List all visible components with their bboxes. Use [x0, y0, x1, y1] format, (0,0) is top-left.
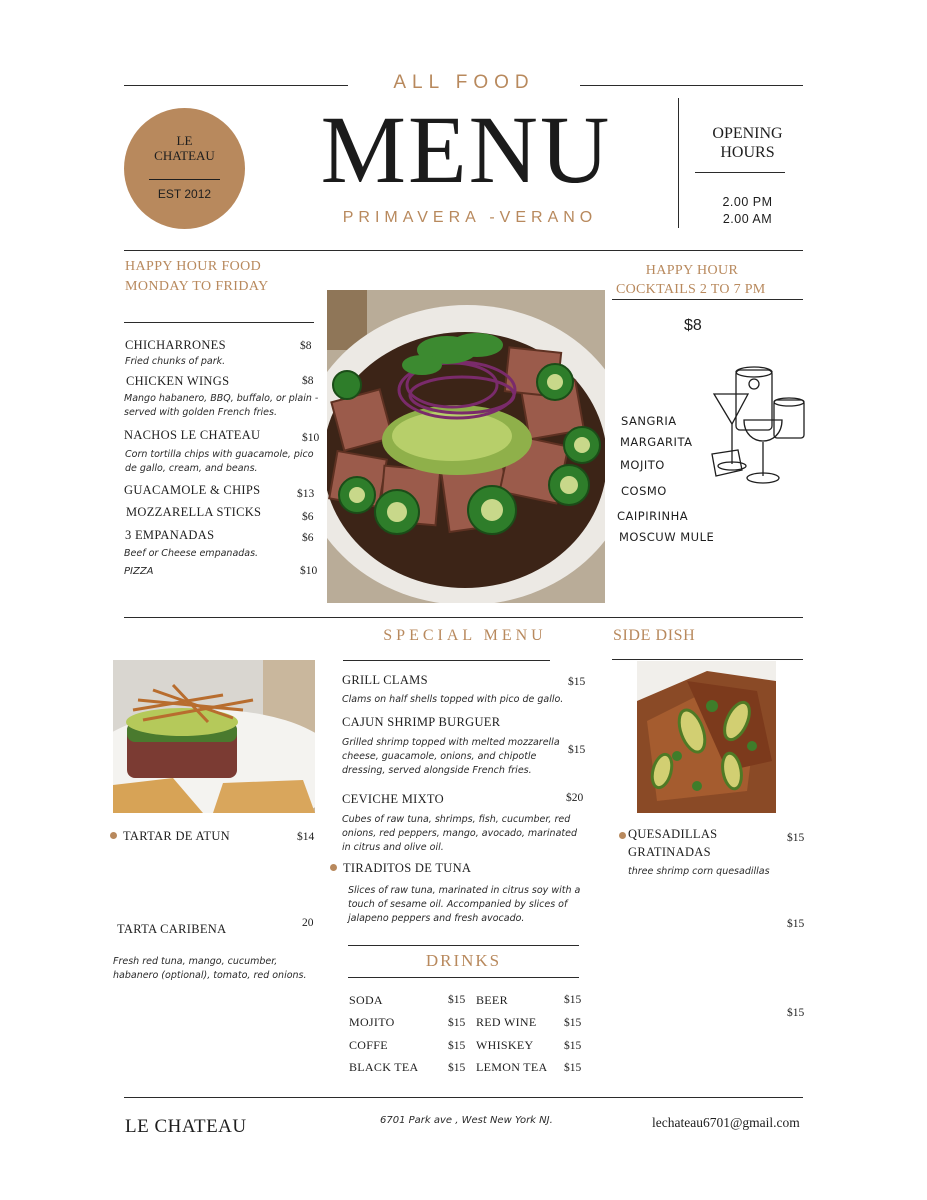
menu-item-desc: Cubes of raw tuna, shrimps, fish, cucumber, red onions, red peppers, mango, avocado, marinated in citrus and olive oil. [342, 814, 577, 853]
menu-item-desc: Slices of raw tuna, marinated in citrus soy with a touch of sesame oil. Accompanied by slices of jalapeno peppers and fresh avocado. [348, 885, 581, 924]
menu-item-desc: Fresh red tuna, mango, cucumber, habanero (optional), tomato, red onions. [113, 956, 307, 981]
menu-item-price: $6 [302, 511, 314, 523]
menu-item-name: GRILL CLAMS [342, 673, 428, 687]
menu-item-desc: Beef or Cheese empanadas. [124, 548, 259, 559]
menu-item-name: CHICKEN WINGS [126, 374, 230, 388]
menu-item-price: $13 [297, 488, 315, 500]
happy-hour-food-rule [124, 322, 314, 323]
menu-item-price: $14 [297, 831, 315, 843]
opening-time-1: 2.00 PM [722, 195, 773, 209]
header-rule-left [124, 85, 348, 86]
drink-name: BLACK TEA [349, 1060, 419, 1074]
side-dish-desc: three shrimp corn quesadillas [628, 866, 770, 877]
menu-item-price: $15 [568, 744, 586, 756]
menu-item-name: CHICHARRONES [125, 338, 226, 352]
happy-hour-food-title-2: MONDAY TO FRIDAY [125, 279, 269, 294]
drink-name: LEMON TEA [476, 1060, 548, 1074]
cocktail-item: SANGRIA [621, 414, 677, 428]
cocktails-rule [612, 299, 803, 300]
menu-item-desc: Fried chunks of park. [125, 356, 226, 367]
drink-name: BEER [476, 993, 508, 1007]
cocktails-price: $8 [684, 317, 702, 334]
header-rule-right [580, 85, 803, 86]
drink-price: $15 [448, 1062, 466, 1074]
season-label: PRIMAVERA -VERANO [342, 209, 598, 226]
header-bottom-rule [124, 250, 803, 251]
menu-item-name: GUACAMOLE & CHIPS [124, 483, 261, 497]
menu-title: MENU [320, 96, 612, 203]
menu-item-desc: Clams on half shells topped with pico de gallo. [342, 694, 564, 705]
menu-item-name: TARTAR DE ATUN [123, 829, 231, 843]
side-dish-rule [612, 659, 803, 660]
logo-line2: CHATEAU [154, 148, 215, 163]
quesadillas-photo [637, 661, 776, 813]
menu-item-price: $8 [302, 375, 314, 387]
opening-title-line2: HOURS [720, 144, 775, 161]
tartar-photo [113, 660, 315, 813]
menu-item-price: $6 [302, 532, 314, 544]
menu-item-name: TARTA CARIBENA [117, 922, 227, 936]
tiradito-photo [327, 290, 605, 603]
footer-address: 6701 Park ave , West New York NJ. [380, 1115, 553, 1126]
drink-name: MOJITO [349, 1015, 395, 1029]
cocktails-title-2: COCKTAILS 2 TO 7 PM [616, 282, 766, 297]
special-menu-rule [343, 660, 550, 661]
drinks-rule-top [348, 945, 579, 946]
side-dish-price: $15 [787, 832, 805, 844]
menu-item-price: 20 [302, 917, 314, 929]
drink-price: $15 [564, 1017, 582, 1029]
menu-item-price: $10 [302, 432, 320, 444]
drink-name: COFFE [349, 1038, 388, 1052]
footer-brand: LE CHATEAU [125, 1116, 247, 1137]
menu-item-price: $20 [566, 792, 584, 804]
cocktail-item: MOSCUW MULE [619, 530, 715, 544]
cocktail-item: MARGARITA [620, 435, 693, 449]
footer-rule [124, 1097, 803, 1098]
cocktail-item: CAIPIRINHA [617, 509, 689, 523]
cocktail-glasses-illustration [708, 364, 808, 492]
opening-divider [678, 98, 679, 228]
cocktails-title-1: HAPPY HOUR [645, 263, 739, 278]
bullet-icon [330, 864, 337, 871]
drink-name: SODA [349, 993, 383, 1007]
menu-item-price: $10 [300, 565, 318, 577]
drink-price: $15 [448, 1017, 466, 1029]
side-dish-price: $15 [787, 1007, 805, 1019]
menu-item-name: CEVICHE MIXTO [342, 792, 444, 806]
logo-divider [149, 179, 220, 180]
drink-price: $15 [448, 1040, 466, 1052]
logo-established: EST 2012 [157, 187, 212, 201]
menu-item-name: NACHOS LE CHATEAU [124, 428, 261, 442]
logo-line1: LE [176, 133, 193, 148]
opening-time-2: 2.00 AM [722, 212, 773, 226]
opening-rule [695, 172, 785, 173]
cocktail-item: COSMO [621, 484, 667, 498]
menu-item-name: TIRADITOS DE TUNA [343, 861, 472, 875]
drinks-rule-bottom [348, 977, 579, 978]
menu-item-name: CAJUN SHRIMP BURGUER [342, 715, 501, 729]
drink-price: $15 [564, 1062, 582, 1074]
mid-rule [124, 617, 803, 618]
side-dish-title: SIDE DISH [613, 627, 696, 644]
special-menu-title: SPECIAL MENU [383, 627, 547, 644]
bullet-icon [110, 832, 117, 839]
side-dish-price: $15 [787, 918, 805, 930]
menu-item-name: PIZZA [124, 566, 154, 577]
drink-price: $15 [564, 994, 582, 1006]
footer-email[interactable]: lechateau6701@gmail.com [652, 1115, 800, 1130]
side-dish-name-1: QUESADILLAS [628, 827, 718, 841]
drink-price: $15 [448, 994, 466, 1006]
menu-item-desc: Mango habanero, BBQ, buffalo, or plain - served with golden French fries. [124, 393, 319, 418]
drinks-title: DRINKS [425, 951, 502, 970]
menu-item-desc: Grilled shrimp topped with melted mozzarella cheese, guacamole, onions, and chipotle dressing, served alongside French fries. [342, 737, 560, 776]
drink-price: $15 [564, 1040, 582, 1052]
menu-item-name: MOZZARELLA STICKS [126, 505, 262, 519]
drink-name: RED WINE [476, 1015, 537, 1029]
opening-title-line1: OPENING [712, 125, 783, 142]
menu-item-price: $8 [300, 340, 312, 352]
side-dish-name-2: GRATINADAS [628, 845, 711, 859]
menu-item-price: $15 [568, 676, 586, 688]
menu-item-name: 3 EMPANADAS [125, 528, 215, 542]
drink-name: WHISKEY [476, 1038, 534, 1052]
all-food-label: ALL FOOD [393, 72, 535, 93]
logo-badge [124, 108, 245, 229]
menu-item-desc: Corn tortilla chips with guacamole, pico de gallo, cream, and beans. [125, 449, 314, 474]
happy-hour-food-title-1: HAPPY HOUR FOOD [125, 259, 262, 274]
cocktail-item: MOJITO [620, 458, 665, 472]
bullet-icon [619, 832, 626, 839]
